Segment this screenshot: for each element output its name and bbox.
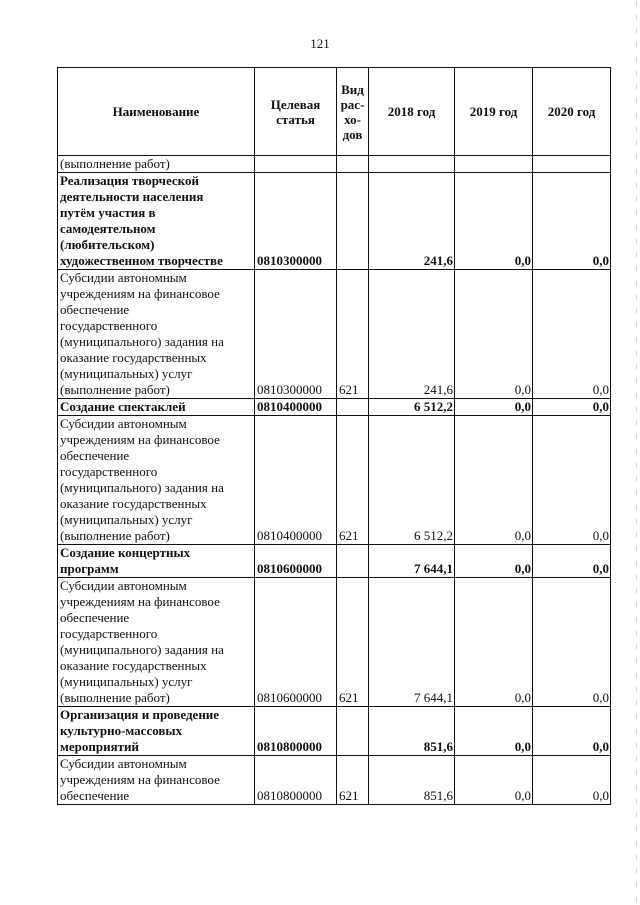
header-target <box>255 68 337 156</box>
cell-2019: 0,0 <box>455 545 533 578</box>
header-2019: 2019 год <box>455 68 533 156</box>
cell-name-line: государственного <box>60 626 158 641</box>
cell-name <box>58 270 255 399</box>
cell-expense-kind: 621 <box>337 578 369 707</box>
header-kind-line: рас- <box>340 96 365 112</box>
page-number: 121 <box>310 36 330 51</box>
cell-expense-kind <box>337 399 369 416</box>
cell-2019: 0,0 <box>455 707 533 756</box>
scan-edge-artifact <box>636 0 637 905</box>
cell-name-line: обеспечение <box>60 610 130 625</box>
table-row <box>58 578 611 707</box>
cell-target-code: 0810400000 <box>255 416 337 545</box>
cell-2018: 7 644,1 <box>369 545 455 578</box>
header-2020: 2020 год <box>533 68 611 156</box>
cell-name-line: учреждениям на финансовое <box>60 286 220 301</box>
cell-name-line: учреждениям на финансовое <box>60 432 220 447</box>
cell-name-line: Реализация творческой <box>60 173 199 188</box>
header-kind-line: хо- <box>344 111 361 127</box>
cell-name-line: (муниципального) задания на <box>60 334 224 349</box>
cell-name-line: программ <box>60 561 119 576</box>
cell-expense-kind: 621 <box>337 416 369 545</box>
cell-name-line: обеспечение <box>60 302 130 317</box>
cell-target-code: 0810800000 <box>255 707 337 756</box>
cell-2019: 0,0 <box>455 416 533 545</box>
cell-2018: 241,6 <box>369 270 455 399</box>
table-row <box>58 545 611 578</box>
cell-name-line: обеспечение <box>60 788 130 803</box>
header-kind-line: дов <box>342 126 363 142</box>
cell-name-line: Субсидии автономным <box>60 270 187 285</box>
cell-2018 <box>369 156 455 173</box>
cell-name-line: (любительском) <box>60 237 155 252</box>
cell-expense-kind <box>337 545 369 578</box>
header-target-line: статья <box>276 111 315 127</box>
table-row <box>58 270 611 399</box>
cell-name-line: (муниципальных) услуг <box>60 512 193 527</box>
cell-name-line: (муниципальных) услуг <box>60 674 193 689</box>
cell-target-code: 0810300000 <box>255 270 337 399</box>
cell-name <box>58 173 255 270</box>
header-kind <box>337 68 369 156</box>
cell-name-line: государственного <box>60 464 158 479</box>
cell-name-line: художественном творчестве <box>60 253 223 268</box>
cell-name-line: (выполнение работ) <box>60 690 170 705</box>
cell-target-code: 0810800000 <box>255 756 337 805</box>
cell-name <box>58 756 255 805</box>
cell-name-line: самодеятельном <box>60 221 156 236</box>
table-row <box>58 399 611 416</box>
cell-name-line: учреждениям на финансовое <box>60 594 220 609</box>
cell-name <box>58 416 255 545</box>
cell-expense-kind <box>337 173 369 270</box>
cell-expense-kind <box>337 156 369 173</box>
cell-2019: 0,0 <box>455 270 533 399</box>
cell-name-line: (выполнение работ) <box>60 528 170 543</box>
cell-2020: 0,0 <box>533 173 611 270</box>
cell-2018: 851,6 <box>369 707 455 756</box>
cell-2019 <box>455 156 533 173</box>
header-target-line: Целевая <box>270 96 321 112</box>
cell-2018: 851,6 <box>369 756 455 805</box>
cell-name-line: (выполнение работ) <box>60 382 170 397</box>
cell-name-line: (муниципальных) услуг <box>60 366 193 381</box>
cell-target-code <box>255 156 337 173</box>
cell-2020: 0,0 <box>533 416 611 545</box>
cell-name-line: культурно-массовых <box>60 723 183 738</box>
table-row <box>58 173 611 270</box>
cell-2019: 0,0 <box>455 173 533 270</box>
cell-2020: 0,0 <box>533 707 611 756</box>
cell-name <box>58 156 255 173</box>
header-name: Наименование <box>58 68 255 156</box>
cell-2019: 0,0 <box>455 578 533 707</box>
cell-2018: 241,6 <box>369 173 455 270</box>
cell-name-line: государственного <box>60 318 158 333</box>
header-kind-line: Вид <box>341 81 364 97</box>
cell-2020: 0,0 <box>533 756 611 805</box>
cell-name-line: (муниципального) задания на <box>60 642 224 657</box>
cell-2018: 6 512,2 <box>369 399 455 416</box>
cell-name-line: Создание спектаклей <box>60 399 186 414</box>
cell-name-line: оказание государственных <box>60 496 207 511</box>
cell-name-line: Создание концертных <box>60 545 191 560</box>
table-body <box>58 156 611 805</box>
cell-2019: 0,0 <box>455 399 533 416</box>
table-row <box>58 707 611 756</box>
cell-target-code: 0810300000 <box>255 173 337 270</box>
cell-2020: 0,0 <box>533 578 611 707</box>
cell-2020 <box>533 156 611 173</box>
cell-2020: 0,0 <box>533 545 611 578</box>
cell-name-line: учреждениям на финансовое <box>60 772 220 787</box>
cell-2018: 7 644,1 <box>369 578 455 707</box>
cell-name <box>58 399 255 416</box>
cell-name-line: (выполнение работ) <box>60 156 170 171</box>
cell-name-line: оказание государственных <box>60 350 207 365</box>
cell-expense-kind: 621 <box>337 756 369 805</box>
budget-table <box>57 67 611 805</box>
cell-name <box>58 545 255 578</box>
table-row <box>58 756 611 805</box>
cell-expense-kind <box>337 707 369 756</box>
cell-target-code: 0810600000 <box>255 545 337 578</box>
cell-name <box>58 578 255 707</box>
cell-name-line: деятельности населения <box>60 189 204 204</box>
cell-name-line: Организация и проведение <box>60 707 220 722</box>
table-row <box>58 156 611 173</box>
cell-2019: 0,0 <box>455 756 533 805</box>
cell-target-code: 0810600000 <box>255 578 337 707</box>
cell-name-line: Субсидии автономным <box>60 756 187 771</box>
header-2018: 2018 год <box>369 68 455 156</box>
cell-name-line: оказание государственных <box>60 658 207 673</box>
cell-name-line: (муниципального) задания на <box>60 480 224 495</box>
cell-name-line: обеспечение <box>60 448 130 463</box>
cell-2020: 0,0 <box>533 270 611 399</box>
table-header-row <box>58 68 611 156</box>
cell-expense-kind: 621 <box>337 270 369 399</box>
cell-2018: 6 512,2 <box>369 416 455 545</box>
cell-2020: 0,0 <box>533 399 611 416</box>
cell-name-line: мероприятий <box>60 739 139 754</box>
cell-target-code: 0810400000 <box>255 399 337 416</box>
table-row <box>58 416 611 545</box>
cell-name-line: путём участия в <box>60 205 156 220</box>
cell-name <box>58 707 255 756</box>
cell-name-line: Субсидии автономным <box>60 578 187 593</box>
cell-name-line: Субсидии автономным <box>60 416 187 431</box>
